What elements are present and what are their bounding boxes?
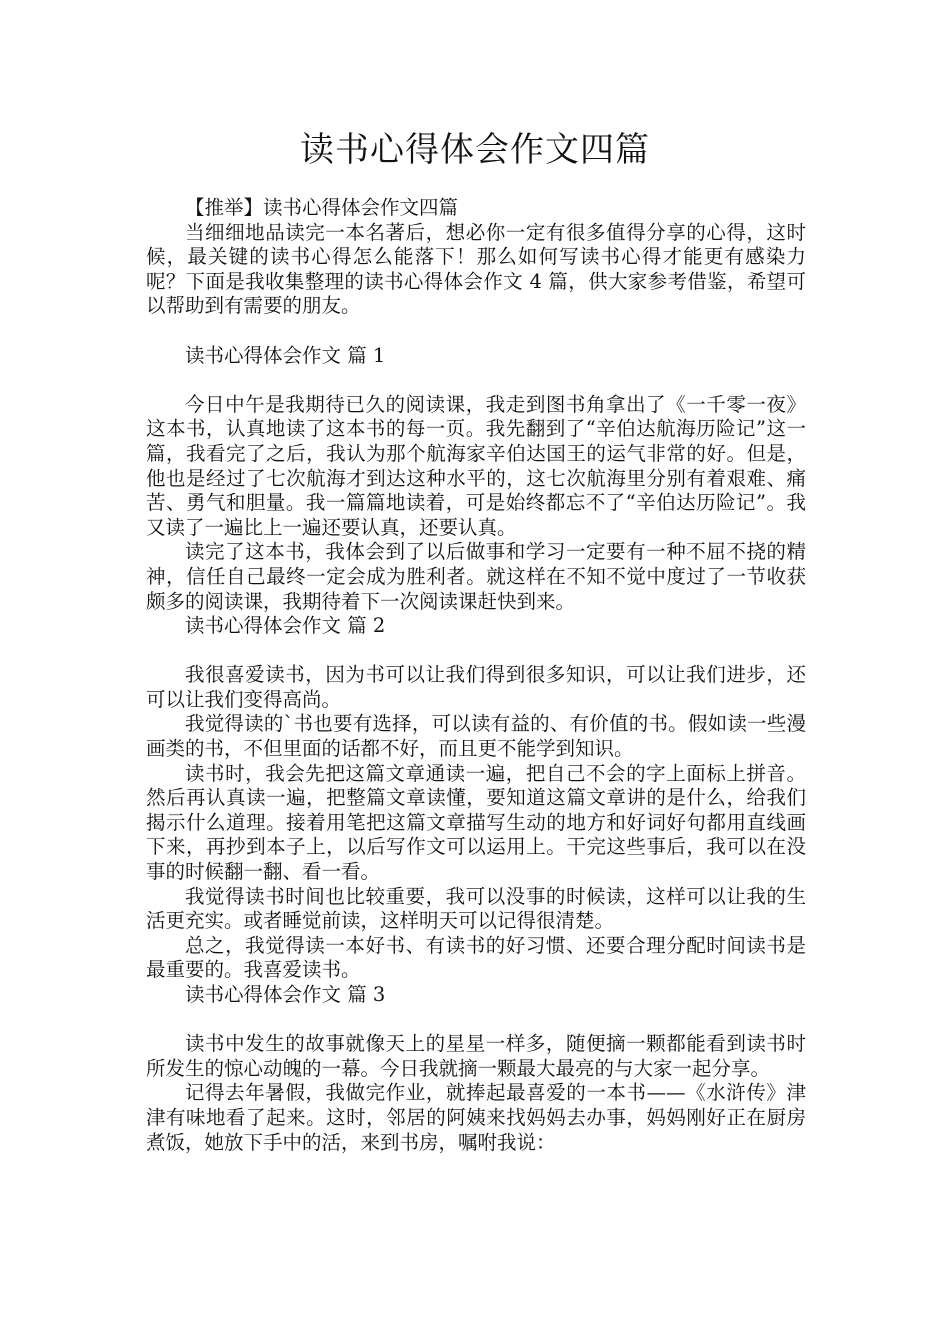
spacer [146, 639, 806, 664]
intro-paragraph: 当细细地品读完一本名著后，想必你一定有很多值得分享的心得，这时候，最关键的读书心得怎么能落下！那么如何写读书心得才能更有感染力呢？下面是我收集整理的读书心得体会作文 4 篇，供大家参考借鉴，希望可以帮助到有需要的朋友。 [146, 220, 806, 318]
paragraph: 记得去年暑假，我做完作业，就捧起最喜爱的一本书——《水浒传》津津有味地看了起来。这时，邻居的阿姨来找妈妈去办事，妈妈刚好正在厨房煮饭，她放下手中的活，来到书房，嘱咐我说： [146, 1081, 806, 1154]
document-title: 读书心得体会作文四篇 [300, 130, 650, 170]
paragraph: 我很喜爱读书，因为书可以让我们得到很多知识，可以让我们进步，还可以让我们变得高尚。 [146, 663, 806, 711]
section-heading: 读书心得体会作文 篇 2 [185, 614, 386, 638]
section-heading: 读书心得体会作文 篇 3 [185, 983, 386, 1006]
spacer [146, 319, 806, 344]
paragraph: 我觉得读书时间也比较重要，我可以没事的时候读，这样可以让我的生活更充实。或者睡觉前读，这样明天可以记得很清楚。 [146, 884, 806, 933]
paragraph: 总之，我觉得读一本好书、有读书的好习惯、还要合理分配时间读书是最重要的。我喜爱读书。 [146, 933, 806, 982]
paragraph: 读完了这本书，我体会到了以后做事和学习一定要有一种不屈不挠的精神，信任自己最终一定会成为胜利者。就这样在不知不觉中度过了一节收获颇多的阅读课，我期待着下一次阅读课赶快到来。 [146, 540, 806, 613]
spacer [146, 368, 806, 393]
paragraph: 今日中午是我期待已久的阅读课，我走到图书角拿出了《一千零一夜》这本书，认真地读了这本书的每一页。我先翻到了“辛伯达航海历险记”这一篇，我看完了之后，我认为那个航海家辛伯达国王的运气非常的好。但是，他也是经过了七次航海才到达这种水平的，这七次航海里分别有着艰难、痛苦、勇气和胆量。我一篇篇地读着，可是始终都忘不了“辛伯达历险记”。我又读了一遍比上一遍还要认真，还要认真。 [146, 392, 806, 539]
spacer [146, 1008, 806, 1033]
document-body [146, 196, 806, 1155]
paragraph: 读书中发生的故事就像天上的星星一样多，随便摘一颗都能看到读书时所发生的惊心动魄的一幕。今日我就摘一颗最大最亮的与大家一起分享。 [146, 1032, 806, 1080]
section-heading: 读书心得体会作文 篇 1 [185, 343, 386, 367]
paragraph: 我觉得读的`书也要有选择，可以读有益的、有价值的书。假如读一些漫画类的书，不但里面的话都不好，而且更不能学到知识。 [146, 712, 806, 761]
recommend-line: 【推举】读书心得体会作文四篇 [185, 196, 459, 219]
paragraph: 读书时，我会先把这篇文章通读一遍，把自己不会的字上面标上拼音。然后再认真读一遍，把整篇文章读懂，要知道这篇文章讲的是什么，给我们揭示什么道理。接着用笔把这篇文章描写生动的地方和好词好句都用直线画下来，再抄到本子上，以后写作文可以运用上。干完这些事后，我可以在没事的时候翻一翻、看一看。 [146, 761, 806, 884]
